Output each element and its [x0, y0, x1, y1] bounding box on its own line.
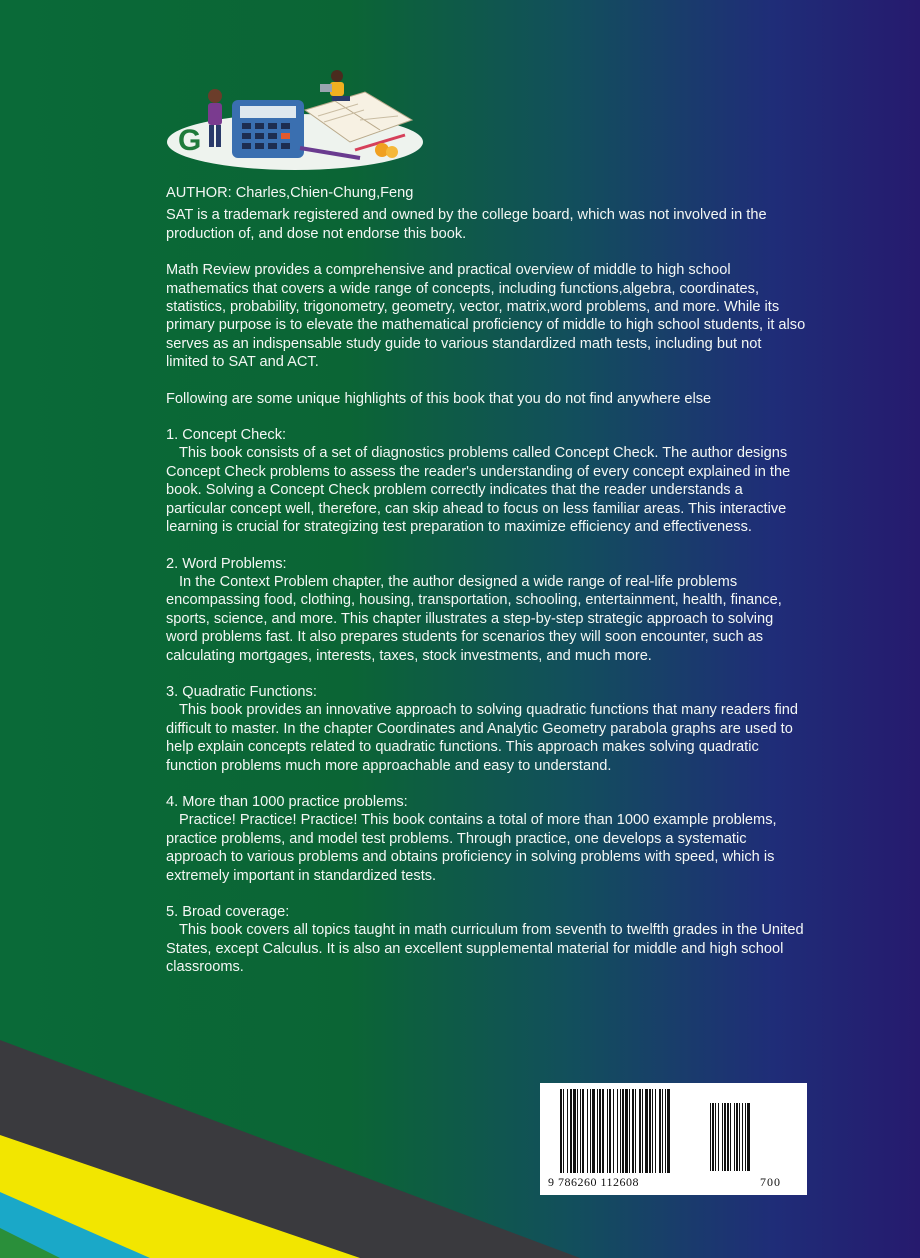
addon-digits: 700	[760, 1175, 781, 1189]
highlight-body: This book consists of a set of diagnostics problems called Concept Check. The author designs Concept Check problems to assess the reader's understanding of every concept explained in the book. Solving a Concept Check problem correctly indicates that the reader understands a particular concept well, therefore, can skip ahead to focus on less familiar areas. This interactive learning is crucial for strategizing test preparation to maximize efficiency and effectiveness.	[166, 445, 791, 536]
barcode-bar	[655, 1089, 656, 1173]
highlights-lead: Following are some unique highlights of this book that you do not find anywhere else	[166, 390, 712, 407]
barcode-bar	[597, 1089, 598, 1173]
highlight-item	[166, 555, 806, 665]
highlight-body: Practice! Practice! Practice! This book contains a total of more than 1000 example problems, practice problems, and model test problems. Through practice, one develops a systematic approach to various problems and obtains proficiency in solving problems with speed, which is extremely important in standardized tests.	[166, 812, 777, 884]
barcode-bar	[577, 1089, 578, 1173]
back-cover-text	[166, 184, 806, 995]
barcode-addon-bar	[724, 1103, 726, 1171]
highlight-title: 1. Concept Check:	[166, 427, 287, 444]
highlight-body: This book provides an innovative approach to solving quadratic functions that many readers find difficult to master. In the chapter Coordinates and Analytic Geometry parabola graphs are used to help explain concepts related to quadratic functions. This approach makes solving quadratic function problems much more approachable and easy to understand.	[166, 702, 798, 774]
barcode-bar	[635, 1089, 636, 1173]
barcode-bar	[573, 1089, 576, 1173]
barcode-addon-bar	[715, 1103, 716, 1171]
highlight-item	[166, 903, 806, 977]
barcode-addon-bar	[712, 1103, 714, 1171]
barcode-bar	[560, 1089, 562, 1173]
barcode-addon-bar	[742, 1103, 743, 1171]
barcode-addon-bar	[730, 1103, 731, 1171]
barcode-bar	[662, 1089, 663, 1173]
highlight-title: 2. Word Problems:	[166, 555, 287, 572]
barcode-bar	[602, 1089, 604, 1173]
calculator-icon	[232, 100, 304, 158]
barcode-bar	[599, 1089, 601, 1173]
barcode-addon-bar	[722, 1103, 723, 1171]
barcode-bar	[667, 1089, 670, 1173]
barcode-bar	[642, 1089, 643, 1173]
barcode-bar	[629, 1089, 630, 1173]
barcode-bar	[617, 1089, 618, 1173]
barcode-bar	[570, 1089, 572, 1173]
barcode-bar	[590, 1089, 591, 1173]
barcode-bar	[625, 1089, 628, 1173]
barcode-bar	[567, 1089, 568, 1173]
barcode-bar	[649, 1089, 651, 1173]
barcode-addon-bar	[747, 1103, 750, 1171]
isbn-digits: 9 786260 112608	[548, 1175, 640, 1189]
barcode-bar	[582, 1089, 584, 1173]
student-sitting-icon	[320, 70, 350, 101]
barcode-bar	[592, 1089, 595, 1173]
barcode-bar	[609, 1089, 611, 1173]
highlight-title: 5. Broad coverage:	[166, 904, 290, 920]
barcode-bar	[563, 1089, 564, 1173]
trademark-notice: SAT is a trademark registered and owned by the college board, which was not involved in the production of, and dose not endorse this book.	[166, 207, 767, 242]
intro-paragraph: Math Review provides a comprehensive and practical overview of middle to high school mathematics that covers a wide range of concepts, including functions,algebra, coordinates, statistics, probability, trigonometry, geometry, vector, matrix,word problems, and more. While its primary purpose is to elevate the mathematical proficiency of middle to high school students, it also serves as an indispensable study guide to various standardized math tests, including but not limited to SAT and ACT.	[166, 262, 806, 371]
barcode-bar	[632, 1089, 634, 1173]
highlight-title: 3. Quadratic Functions:	[166, 683, 317, 700]
highlight-body: In the Context Problem chapter, the author designed a wide range of real-life problems encompassing food, clothing, housing, transportation, schooling, entertainment, health, finance, sports, science, and more. This chapter illustrates a step-by-step strategic approach to solving word problems fast. It also prepares students for scenarios they will soon encounter, such as calculating mortgages, interests, taxes, stock investments, and much more.	[166, 573, 782, 664]
highlight-item	[166, 793, 806, 885]
barcode-bar	[622, 1089, 624, 1173]
barcode-bar	[580, 1089, 581, 1173]
barcode-addon-bar	[736, 1103, 738, 1171]
highlight-body: This book covers all topics taught in math curriculum from seventh to twelfth grades in the United States, except Calculus. It is also an excellent supplemental material for middle and high school classrooms.	[166, 922, 804, 976]
study-illustration	[160, 70, 430, 180]
barcode-bar	[639, 1089, 641, 1173]
author-line: AUTHOR: Charles,Chien-Chung,Feng	[166, 185, 414, 201]
isbn-barcode	[540, 1083, 807, 1195]
highlight-item	[166, 683, 806, 775]
letter-g-icon: G	[178, 124, 202, 157]
barcode-bar	[587, 1089, 588, 1173]
barcode-bar	[613, 1089, 614, 1173]
barcode-addon-bar	[734, 1103, 735, 1171]
barcode-bar	[652, 1089, 653, 1173]
barcode-bar	[665, 1089, 666, 1173]
highlight-item	[166, 426, 806, 536]
barcode-addon-bar	[710, 1103, 711, 1171]
barcode-bar	[659, 1089, 661, 1173]
barcode-addon-bar	[739, 1103, 740, 1171]
barcode-bar	[620, 1089, 621, 1173]
highlight-title: 4. More than 1000 practice problems:	[166, 793, 408, 810]
barcode-addon-bar	[745, 1103, 746, 1171]
barcode-bar	[607, 1089, 608, 1173]
barcode-addon-bar	[718, 1103, 719, 1171]
barcode-addon-bar	[727, 1103, 729, 1171]
barcode-bar	[645, 1089, 648, 1173]
